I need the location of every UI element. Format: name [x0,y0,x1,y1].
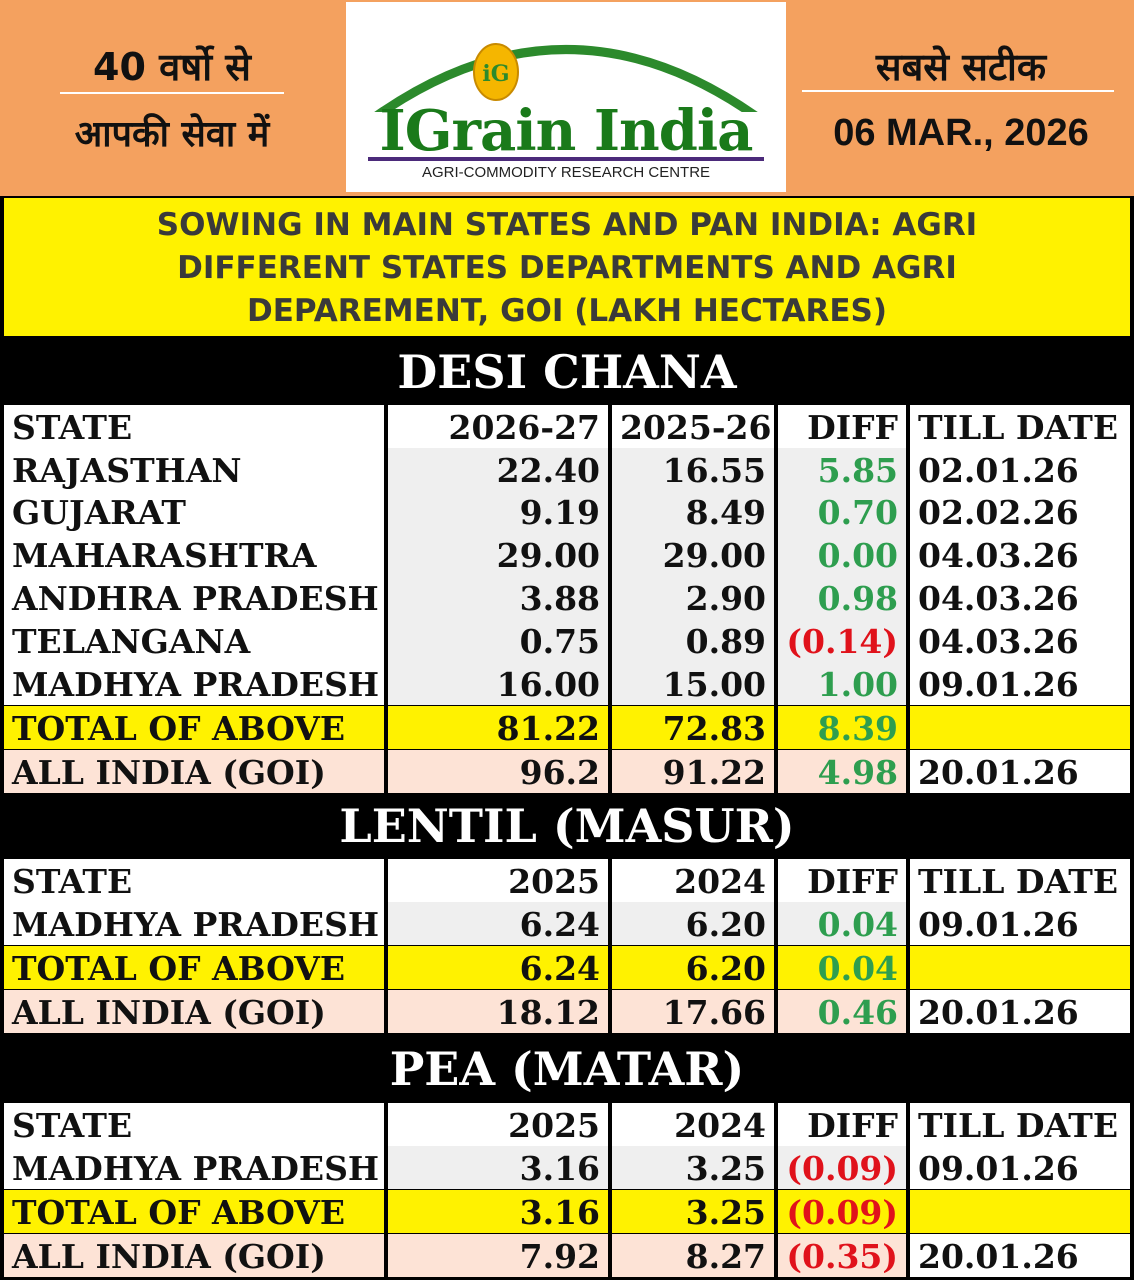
cell-state: MADHYA PRADESH [4,902,384,945]
header-left-block [0,0,344,194]
cell-current: 16.00 [388,662,608,705]
cell-state: MAHARASHTRA [4,533,384,576]
cell-diff: 0.46 [778,990,906,1033]
title-line1: SOWING IN MAIN STATES AND PAN INDIA: AGRI [156,207,978,243]
cell-current: 2026-27 [388,405,608,448]
cell-current: 6.24 [388,946,608,989]
table-row [4,902,1130,945]
cell-current: 22.40 [388,448,608,491]
cell-diff: (0.35) [778,1234,906,1277]
cell-till-date: 04.03.26 [910,619,1130,662]
cell-current: 18.12 [388,990,608,1033]
table-row [4,448,1130,491]
cell-till-date [910,706,1130,749]
brand-underline [368,157,764,161]
table-row [4,1146,1130,1189]
cell-previous: 29.00 [612,533,774,576]
cell-till-date: 20.01.26 [910,750,1130,793]
cell-state: MADHYA PRADESH [4,662,384,705]
all-india-row [4,750,1130,793]
cell-till-date: 09.01.26 [910,902,1130,945]
cell-diff: 0.04 [778,902,906,945]
report-date: 06 MAR., 2026 [833,112,1089,154]
cell-till-date: 09.01.26 [910,1146,1130,1189]
cell-state: TELANGANA [4,619,384,662]
cell-previous: 8.49 [612,490,774,533]
cell-diff: 4.98 [778,750,906,793]
brand-tagline: AGRI-COMMODITY RESEARCH CENTRE [421,164,711,181]
cell-previous: 6.20 [612,902,774,945]
cell-current: 3.16 [388,1146,608,1189]
cell-previous: 3.25 [612,1146,774,1189]
cell-till-date: 20.01.26 [910,1234,1130,1277]
cell-state: MADHYA PRADESH [4,1146,384,1189]
cell-state: GUJARAT [4,490,384,533]
total-row [4,1190,1130,1233]
cell-state: STATE [4,859,384,902]
cell-previous: 0.89 [612,619,774,662]
cell-state: STATE [4,405,384,448]
table-row [4,619,1130,662]
cell-till-date: 20.01.26 [910,990,1130,1033]
total-row [4,706,1130,749]
brand-name: IGrain India [379,98,753,164]
cell-diff: 0.04 [778,946,906,989]
cell-till-date: TILL DATE [910,1103,1130,1146]
cell-previous: 17.66 [612,990,774,1033]
cell-previous: 16.55 [612,448,774,491]
cell-state: TOTAL OF ABOVE [4,1190,384,1233]
brand-logo [346,2,786,192]
table-header-row [4,405,1130,448]
cell-diff: 0.00 [778,533,906,576]
cell-till-date: TILL DATE [910,859,1130,902]
cell-till-date: 02.01.26 [910,448,1130,491]
cell-previous: 2025-26 [612,405,774,448]
table-header-row [4,859,1130,902]
table-row [4,576,1130,619]
cell-diff: 8.39 [778,706,906,749]
cell-diff: (0.14) [778,619,906,662]
section-title: DESI CHANA [397,345,737,399]
cell-previous: 2.90 [612,576,774,619]
cell-previous: 91.22 [612,750,774,793]
cell-state: ALL INDIA (GOI) [4,990,384,1033]
cell-diff: DIFF [778,859,906,902]
cell-till-date [910,1190,1130,1233]
title-line2: DIFFERENT STATES DEPARTMENTS AND AGRI [177,250,957,286]
cell-till-date: 02.02.26 [910,490,1130,533]
cell-diff: 5.85 [778,448,906,491]
table-row [4,662,1130,705]
page-header [0,0,1134,196]
cell-diff: 1.00 [778,662,906,705]
cell-diff: (0.09) [778,1146,906,1189]
cell-state: RAJASTHAN [4,448,384,491]
cell-current: 3.88 [388,576,608,619]
cell-previous: 2024 [612,1103,774,1146]
cell-till-date: TILL DATE [910,405,1130,448]
cell-previous: 15.00 [612,662,774,705]
table-header-row [4,1103,1130,1146]
cell-state: TOTAL OF ABOVE [4,946,384,989]
cell-current: 81.22 [388,706,608,749]
cell-till-date [910,946,1130,989]
cell-previous: 6.20 [612,946,774,989]
cell-till-date: 09.01.26 [910,662,1130,705]
header-right-block [788,0,1134,194]
logo-mark: iG [482,61,510,87]
header-right-divider [802,90,1114,92]
report-title [4,198,1130,336]
cell-state: TOTAL OF ABOVE [4,706,384,749]
cell-state: STATE [4,1103,384,1146]
table-row [4,533,1130,576]
cell-state: ANDHRA PRADESH [4,576,384,619]
cell-previous: 2024 [612,859,774,902]
header-left-divider [60,92,284,94]
cell-diff: DIFF [778,1103,906,1146]
cell-diff: (0.09) [778,1190,906,1233]
cell-diff: 0.70 [778,490,906,533]
cell-previous: 8.27 [612,1234,774,1277]
cell-current: 96.2 [388,750,608,793]
cell-current: 6.24 [388,902,608,945]
cell-diff: DIFF [778,405,906,448]
section-title: LENTIL (MASUR) [339,799,795,853]
cell-previous: 3.25 [612,1190,774,1233]
header-left-line2: आपकी सेवा में [74,114,270,155]
section-title: PEA (MATAR) [389,1042,745,1096]
all-india-row [4,990,1130,1033]
cell-current: 9.19 [388,490,608,533]
cell-current: 0.75 [388,619,608,662]
cell-till-date: 04.03.26 [910,533,1130,576]
cell-current: 3.16 [388,1190,608,1233]
cell-diff: 0.98 [778,576,906,619]
title-line3: DEPAREMENT, GOI (LAKH HECTARES) [246,293,888,329]
all-india-row [4,1234,1130,1277]
cell-state: ALL INDIA (GOI) [4,750,384,793]
logo-arc-icon [346,2,786,112]
cell-current: 2025 [388,1103,608,1146]
total-row [4,946,1130,989]
header-right-line1: सबसे सटीक [875,45,1047,89]
cell-current: 7.92 [388,1234,608,1277]
cell-till-date: 04.03.26 [910,576,1130,619]
cell-state: ALL INDIA (GOI) [4,1234,384,1277]
header-left-line1: 40 वर्षो से [93,45,251,89]
cell-current: 29.00 [388,533,608,576]
table-row [4,490,1130,533]
cell-current: 2025 [388,859,608,902]
cell-previous: 72.83 [612,706,774,749]
